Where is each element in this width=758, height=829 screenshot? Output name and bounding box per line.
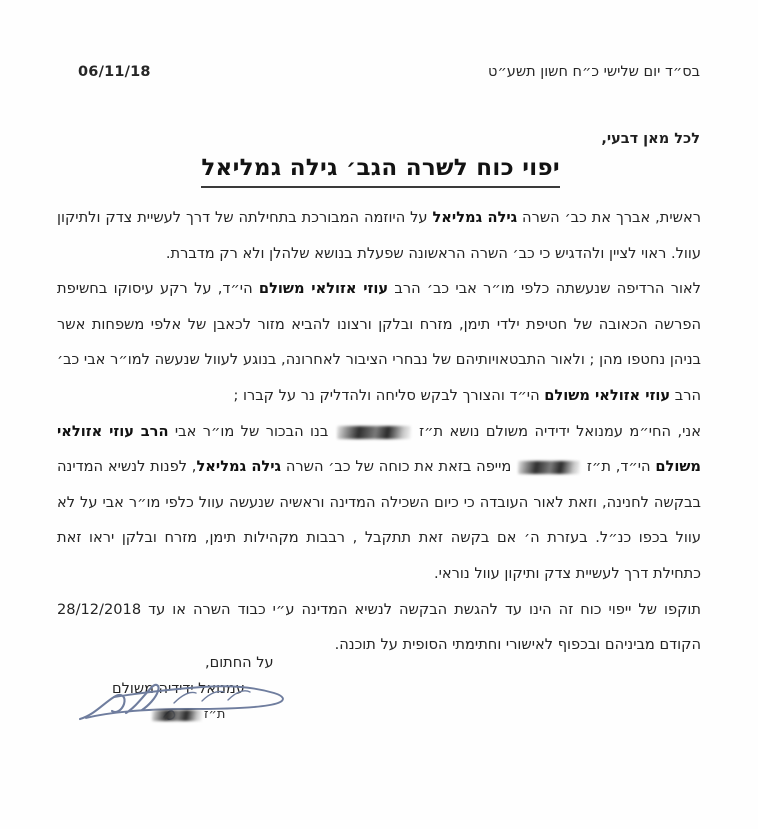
redacted-id-number-1: [337, 426, 411, 439]
p2-text-e: הי״ד והצורך לבקש סליחה ולהדליק נר על קברו ;: [233, 386, 545, 404]
p3-emphasis-minister-name: גילה גמליאל: [196, 458, 282, 476]
p3-text-a: אני, החי״מ עמנואל ידידיה משולם נושא ת״ז: [412, 422, 701, 440]
p3-text-e: מייפה בזאת את כוחה של כב׳ השרה: [281, 458, 517, 476]
signatory-id: [150, 707, 225, 722]
p1-text-a: ראשית, אברך את כב׳ השרה: [517, 209, 701, 226]
p1-text-c: על היוזמה המבורכת בתחילתה של דרך לעשיית צדק ולתיקון עוול. ראוי לציין ולהדגיש כי כב׳ השרה הראשונה שפעלת בנושא שלהלן ולא רק מדברת.: [57, 209, 701, 262]
signature-block: [0, 655, 758, 765]
expiry-date: 28/12/2018: [57, 600, 142, 618]
p4-text-b: הקודם מביניהם ובכפוף לאישורי וחתימתי הסופית על תוכנה.: [334, 636, 701, 654]
p3-text-g: , לפנות לנשיא המדינה בבקשה לחנינה, וזאת לאור העובדה כי כיום השכילה המדינה וראשיה שנעשה עוול כלפי מו״ר אבי על לא עוול בכפו כנ״ל. בעזרת ה׳ אם בקשה זאת תתקבל , רבבות מקהילות תימן, מזרח ובלקן יראו זאת כתחילת דרך לעשיית צדק ותיקון עוול נוראי.: [57, 458, 701, 582]
paragraph-1: [57, 200, 701, 271]
paragraph-4: [57, 592, 701, 663]
salutation: לכל מאן דבעי,: [601, 131, 700, 147]
paragraph-2: [57, 271, 701, 413]
p2-text-c: הי״ד, על רקע עיסוקו בחשיפת הפרשה הכאובה של חטיפת ילדי תימן, מזרח ובלקן ורצונו להביא מזור לכאבן של אלפי משפחות אשר בניהן נחטפו מהן ; ולאור התבטאויותיהם של נבחרי הציבור לאחרונה, בנוגע לעוול שנעשה למו״ר אבי כב׳ הרב: [57, 280, 701, 404]
p3-text-b: בנו הבכור של מו״ר אבי: [168, 422, 335, 440]
document-body: [57, 200, 701, 663]
p2-emphasis-rabbi-name-2: עוזי אזולאי משולם: [544, 386, 671, 404]
p4-text-a: תוקפו של ייפוי כוח זה הינו עד להגשת הבקשה לנשיא המדינה ע״י כבוד השרה או עד: [141, 600, 701, 618]
p2-emphasis-rabbi-name: עוזי אזולאי משולם: [258, 280, 389, 298]
page-title: יפוי כוח לשרה הגב׳ גילה גמליאל: [201, 155, 560, 188]
signatory-name: עמנואל ידידיה משולם: [112, 681, 245, 697]
document-date: 06/11/18: [78, 64, 151, 80]
redacted-signatory-id: [152, 710, 202, 721]
hebrew-date-heading: בס״ד יום שלישי כ״ח חשון תשע״ט: [488, 64, 700, 80]
p1-emphasis-minister-name: גילה גמליאל: [432, 209, 518, 226]
paragraph-3: [57, 414, 701, 592]
signature-closing: על החתום,: [205, 655, 274, 671]
p3-emphasis-rabbi-name: הרב עוזי אזולאי משולם: [57, 422, 701, 476]
p3-text-d: הי״ד, ת״ז: [582, 458, 656, 476]
p2-text-a: לאור הרדיפה שנעשתה כלפי מו״ר אבי כב׳ הרב: [388, 280, 701, 298]
redacted-id-number-2: [518, 461, 580, 474]
id-label: ת״ז: [204, 707, 226, 722]
